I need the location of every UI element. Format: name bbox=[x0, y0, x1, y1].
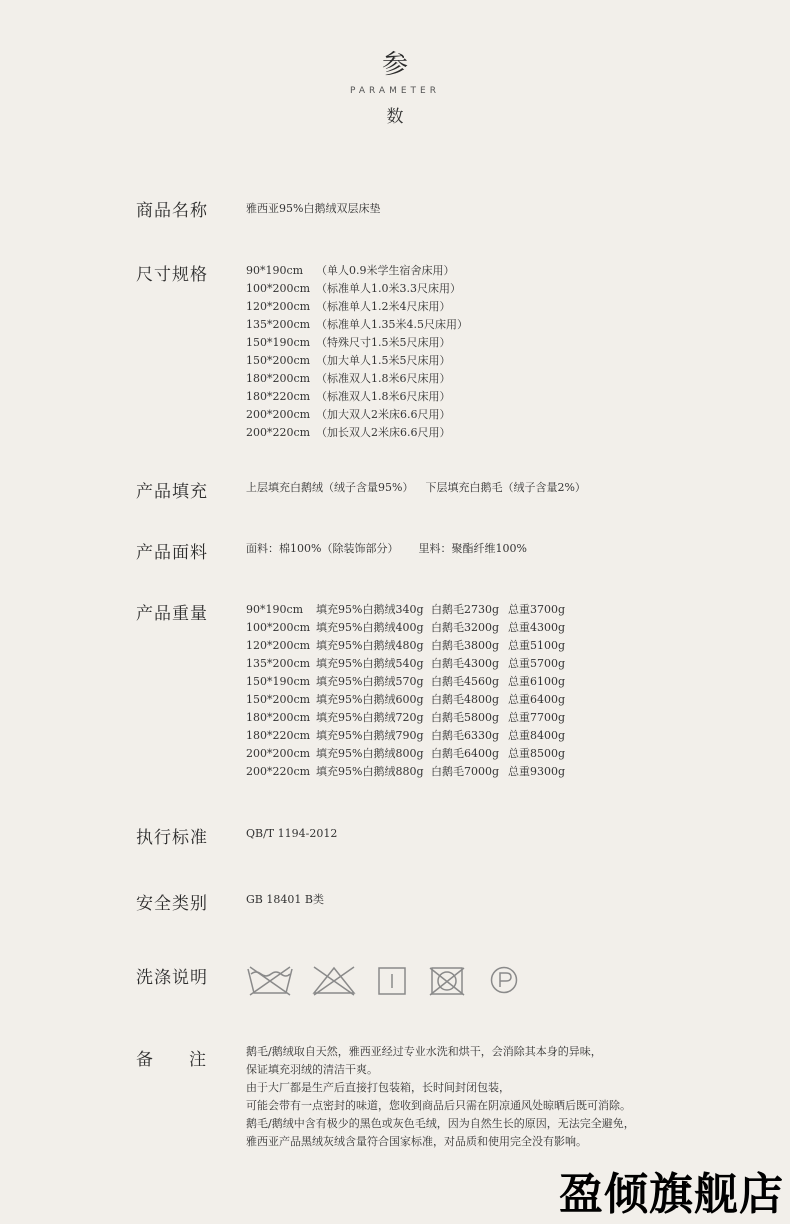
size-spec-item: 135*200cm （标准单人1.35米4.5尺床用） bbox=[246, 318, 468, 331]
notes-line: 鹅毛/鹅绒中含有极少的黑色或灰色毛绒，因为自然生长的原因，无法完全避免， bbox=[246, 1117, 635, 1130]
fabric-outer: 面料：棉100%（除装饰部分） bbox=[246, 542, 399, 555]
washing-icons bbox=[246, 963, 536, 999]
safety-value: GB 18401 B类 bbox=[246, 893, 324, 906]
header-english-title: PARAMETER bbox=[350, 86, 440, 96]
weight-item: 135*200cm 填充95%白鹅绒540g 白鹅毛4300g 总重5700g bbox=[246, 657, 566, 670]
notes-line: 由于大厂都是生产后直接打包装箱，长时间封闭包装， bbox=[246, 1081, 510, 1094]
size-spec-label: 尺寸规格 bbox=[136, 265, 208, 285]
size-spec-item: 90*190cm （单人0.9米学生宿舍床用） bbox=[246, 264, 455, 277]
notes-label: 备 注 bbox=[136, 1050, 206, 1070]
notes-line: 雅西亚产品黑绒灰绒含量符合国家标准，对品质和使用完全没有影响。 bbox=[246, 1135, 587, 1148]
store-watermark: 盈倾旗舰店 bbox=[559, 1169, 784, 1220]
notes-line: 保证填充羽绒的清洁干爽。 bbox=[246, 1063, 378, 1076]
weight-item: 180*200cm 填充95%白鹅绒720g 白鹅毛5800g 总重7700g bbox=[246, 711, 566, 724]
header-top-char: 参 bbox=[381, 50, 408, 80]
weight-item: 200*200cm 填充95%白鹅绒800g 白鹅毛6400g 总重8500g bbox=[246, 747, 566, 760]
fabric-label: 产品面料 bbox=[136, 543, 208, 563]
weight-item: 90*190cm 填充95%白鹅绒340g 白鹅毛2730g 总重3700g bbox=[246, 603, 566, 616]
size-spec-list bbox=[246, 262, 468, 442]
product-name-value: 雅西亚95%白鹅绒双层床垫 bbox=[246, 202, 381, 215]
professional-dry-clean-icon bbox=[492, 968, 517, 993]
fabric-value bbox=[246, 540, 527, 558]
product-name-label: 商品名称 bbox=[136, 201, 208, 221]
weight-item: 100*200cm 填充95%白鹅绒400g 白鹅毛3200g 总重4300g bbox=[246, 621, 566, 634]
no-tumble-dry-icon bbox=[430, 968, 464, 995]
standard-value: QB/T 1194-2012 bbox=[246, 827, 338, 840]
weight-item: 120*200cm 填充95%白鹅绒480g 白鹅毛3800g 总重5100g bbox=[246, 639, 566, 652]
size-spec-item: 200*220cm （加长双人2米床6.6尺用） bbox=[246, 426, 451, 439]
weight-item: 200*220cm 填充95%白鹅绒880g 白鹅毛7000g 总重9300g bbox=[246, 765, 566, 778]
standard-label: 执行标准 bbox=[136, 828, 208, 848]
notes-line: 鹅毛/鹅绒取自天然，雅西亚经过专业水洗和烘干，会消除其本身的异味， bbox=[246, 1045, 602, 1058]
size-spec-item: 180*220cm （标准双人1.8米6尺床用） bbox=[246, 390, 451, 403]
size-spec-item: 150*190cm （特殊尺寸1.5米5尺床用） bbox=[246, 336, 451, 349]
no-bleach-icon bbox=[314, 967, 354, 995]
size-spec-item: 180*200cm （标准双人1.8米6尺床用） bbox=[246, 372, 451, 385]
filling-lower: 下层填充白鹅毛（绒子含量2%） bbox=[425, 481, 586, 494]
line-dry-icon bbox=[379, 968, 405, 994]
filling-upper: 上层填充白鹅绒（绒子含量95%） bbox=[246, 481, 414, 494]
size-spec-item: 100*200cm （标准单人1.0米3.3尺床用） bbox=[246, 282, 461, 295]
filling-value bbox=[246, 479, 586, 497]
filling-label: 产品填充 bbox=[136, 482, 208, 502]
size-spec-item: 150*200cm （加大单人1.5米5尺床用） bbox=[246, 354, 451, 367]
size-spec-item: 120*200cm （标准单人1.2米4尺床用） bbox=[246, 300, 451, 313]
notes-line: 可能会带有一点密封的味道，您收到商品后只需在阴凉通风处晾晒后既可消除。 bbox=[246, 1099, 631, 1112]
safety-label: 安全类别 bbox=[136, 894, 208, 914]
size-spec-item: 200*200cm （加大双人2米床6.6尺用） bbox=[246, 408, 451, 421]
fabric-inner: 里料：聚酯纤维100% bbox=[418, 542, 527, 555]
header-bottom-char: 数 bbox=[386, 107, 404, 127]
weight-label: 产品重量 bbox=[136, 604, 208, 624]
weight-list bbox=[246, 601, 565, 781]
notes-text bbox=[246, 1043, 635, 1151]
no-wash-icon bbox=[248, 967, 292, 995]
weight-item: 150*190cm 填充95%白鹅绒570g 白鹅毛4560g 总重6100g bbox=[246, 675, 566, 688]
weight-item: 180*220cm 填充95%白鹅绒790g 白鹅毛6330g 总重8400g bbox=[246, 729, 566, 742]
weight-item: 150*200cm 填充95%白鹅绒600g 白鹅毛4800g 总重6400g bbox=[246, 693, 566, 706]
washing-label: 洗涤说明 bbox=[136, 968, 208, 988]
